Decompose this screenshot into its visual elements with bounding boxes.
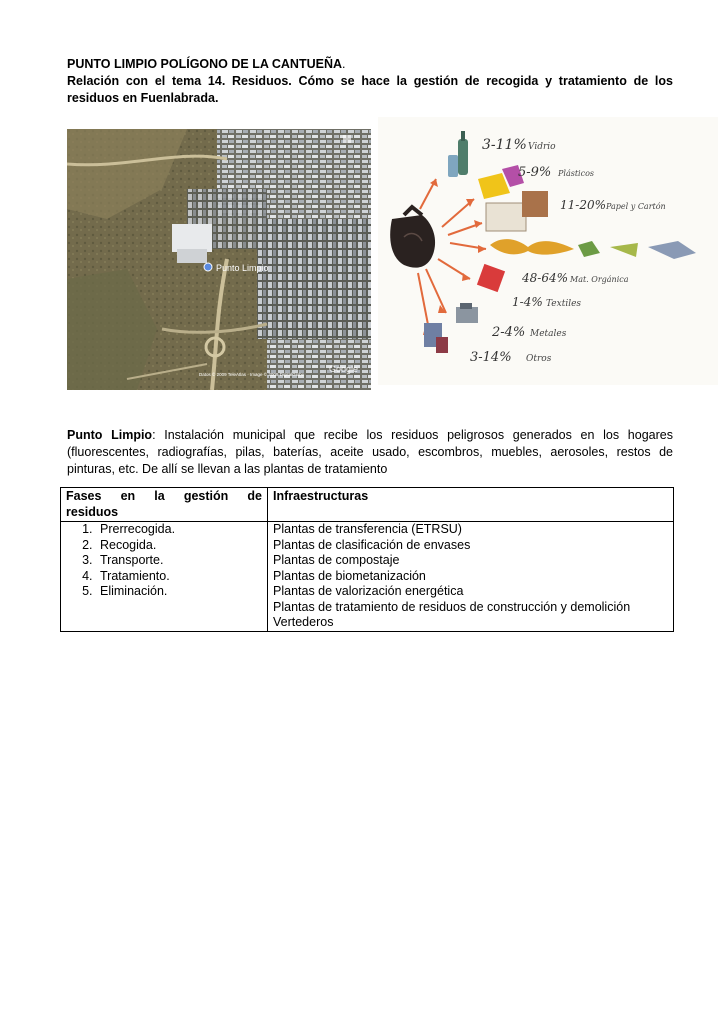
- waste-range: 11-20%: [560, 198, 606, 212]
- map-credit: Datos © 2009 TeleAtlas · Image © 2009 DigitalGlobe: [199, 372, 305, 377]
- list-item: Plantas de valorización energética: [273, 584, 464, 598]
- waste-label: Otros: [526, 354, 552, 364]
- list-item: Plantas de tratamiento de residuos de construcción y demolición: [273, 599, 631, 614]
- waste-label: Mat. Orgánica: [570, 275, 629, 284]
- document-subtitle: Relación con el tema 14. Residuos. Cómo se hace la gestión de recogida y tratamiento de los residuos en Fuenlabrada.: [67, 74, 673, 105]
- list-item: Plantas de clasificación de envases: [273, 537, 471, 552]
- phases-cell: [61, 522, 268, 632]
- list-item: Vertederos: [273, 615, 334, 629]
- satellite-map-image: [67, 129, 371, 390]
- list-item: 2. Recogida.: [96, 538, 262, 554]
- definition-text: : Instalación municipal que recibe los residuos peligrosos generados en los hogares (fluorescentes, radiografías, pilas, baterías, aceite usado, escombros, muebles, aerosoles, restos de pinturas, etc. De allí se llevan a las plantas de tratamiento: [67, 428, 673, 476]
- waste-label: Papel y Cartón: [606, 202, 666, 211]
- waste-management-table: [60, 487, 674, 632]
- list-item: Plantas de biometanización: [273, 568, 426, 583]
- waste-label: Vidrio: [528, 142, 556, 152]
- waste-range: 3-11%: [482, 137, 527, 153]
- definition-term: Punto Limpio: [67, 428, 153, 442]
- waste-label: Plásticos: [558, 169, 594, 178]
- header-phases: Fases en la gestión de residuos: [61, 488, 268, 522]
- punto-limpio-definition: [67, 427, 673, 478]
- list-item: Plantas de compostaje: [273, 553, 400, 567]
- document-title: PUNTO LIMPIO POLÍGONO DE LA CANTUEÑA.: [67, 57, 346, 71]
- infrastructures-cell: [268, 522, 674, 632]
- list-item: 3. Transporte.: [96, 553, 262, 569]
- waste-range: 1-4%: [512, 295, 543, 309]
- document-heading: [67, 56, 673, 107]
- list-item: Plantas de transferencia (ETRSU): [273, 522, 462, 536]
- waste-range: 2-4%: [492, 325, 526, 340]
- table-header-row: [61, 488, 674, 522]
- list-item: 5. Eliminación.: [96, 584, 262, 600]
- table-row: [61, 522, 674, 632]
- waste-label: Textiles: [546, 299, 582, 309]
- map-watermark: Google: [329, 364, 359, 374]
- waste-label: Metales: [530, 329, 567, 339]
- list-item: 4. Tratamiento.: [96, 569, 262, 585]
- header-infrastructures: Infraestructuras: [268, 488, 674, 522]
- list-item: 1. Prerrecogida.: [96, 522, 262, 538]
- waste-range: 3-14%: [470, 350, 512, 365]
- waste-range: 5-9%: [518, 165, 552, 180]
- phases-list: [66, 522, 262, 600]
- waste-range: 48-64%: [522, 271, 568, 285]
- waste-composition-illustration: [378, 117, 718, 385]
- map-place-label: Punto Limpio: [216, 263, 269, 273]
